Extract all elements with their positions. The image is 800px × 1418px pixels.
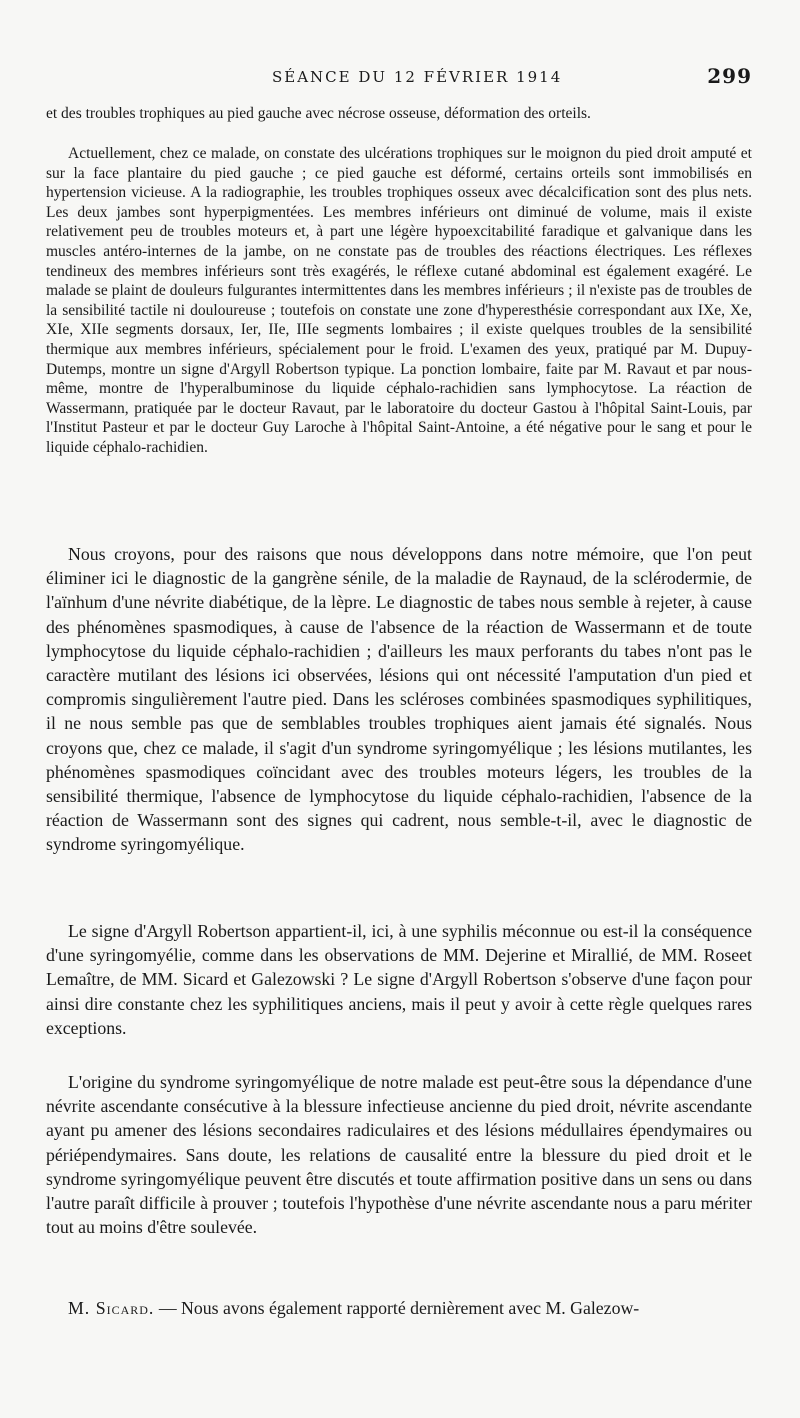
paragraph-1: [46, 104, 752, 124]
paragraph-4: [46, 919, 752, 1040]
paragraph-text: et des troubles trophiques au pied gauche avec nécrose osseuse, déformation des orteils.: [46, 105, 591, 122]
paragraph-6: [46, 1296, 752, 1320]
page-number: 299: [707, 64, 752, 88]
paragraph-text: Le signe d'Argyll Robertson appartient-il, ici, à une syphilis méconnue ou est-il la conséquence d'une syringomyélie, comme dans les observations de MM. Dejerine et Mirallié, de MM. Roseet Lemaître, de MM. Sicard et Galezowski ? Le signe d'Argyll Robertson s'observe d'une façon pour ainsi dire constante chez les syphilitiques anciens, mais il peut y avoir à cette règle quelques rares exceptions.: [46, 921, 752, 1038]
paragraph-2: [46, 144, 752, 458]
running-header: [40, 62, 752, 102]
header-title: SÉANCE DU 12 FÉVRIER 1914: [272, 68, 563, 86]
paragraph-text: Actuellement, chez ce malade, on constate des ulcérations trophiques sur le moignon du pied droit amputé et sur la face plantaire du pied gauche ; ce pied gauche est déformé, certains orteils sont immobilisés en hypertension vicieuse. A la radiographie, les troubles trophiques osseux avec décalcification sont des plus nets. Les deux jambes sont hyperpigmentées. Les membres inférieurs ont diminué de volume, mais il existe relativement peu de troubles moteurs et, à part une légère hypoexcitabilité faradique et galvanique dans les muscles antéro-internes de la jambe, on ne constate pas de troubles des réactions électriques. Les réflexes tendineux des membres inférieurs sont très exagérés, le réflexe cutané abdominal est également exagéré. Le malade se plaint de douleurs fulgurantes intermittentes dans les membres inférieurs ; il n'existe pas de troubles de la sensibilité tactile ni douloureuse ; toutefois on constate une zone d'hyperesthésie correspondant aux IXe, Xe, XIe, XIIe segments dorsaux, Ier, IIe, IIIe segments lombaires ; il existe quelques troubles de la sensibilité thermique aux membres inférieurs, spécialement pour le froid. L'examen des yeux, pratiqué par M. Dupuy-Dutemps, montre un signe d'Argyll Robertson typique. La ponction lombaire, faite par M. Ravaut et par nous-même, montre de l'hyperalbuminose du liquide céphalo-rachidien sans lymphocytose. La réaction de Wassermann, pratiquée par le docteur Ravaut, par le laboratoire du docteur Gastou à l'hôpital Saint-Louis, par l'Institut Pasteur et par le docteur Guy Laroche à l'hôpital Saint-Antoine, a été négative pour le sang et pour le liquide céphalo-rachidien.: [46, 145, 752, 456]
paragraph-5: [46, 1070, 752, 1239]
paragraph-3: [46, 542, 752, 857]
speaker-text: — Nous avons également rapporté dernièrement avec M. Galezow-: [154, 1298, 640, 1318]
paragraph-text: L'origine du syndrome syringomyélique de notre malade est peut-être sous la dépendance d'une névrite ascendante consécutive à la blessure infectieuse ancienne du pied droit, névrite ascendante ayant pu amener des lésions secondaires radiculaires et des lésions médullaires épendymaires ou périépendymaires. Sans doute, les relations de causalité entre la blessure du pied droit et le syndrome syringomyélique peuvent être discutés et toute affirmation positive dans un sens ou dans l'autre paraît difficile à prouver ; toutefois l'hypothèse d'une névrite ascendante nous a paru mériter tout au moins d'être soulevée.: [46, 1072, 752, 1238]
paragraph-text: Nous croyons, pour des raisons que nous développons dans notre mémoire, que l'on peut éliminer ici le diagnostic de la gangrène sénile, de la maladie de Raynaud, de la sclérodermie, de l'aïnhum d'une névrite diabétique, de la lèpre. Le diagnostic de tabes nous semble à rejeter, à cause des phénomènes spasmodiques, à cause de l'absence de la réaction de Wassermann et de toute lymphocytose du liquide céphalo-rachidien ; d'ailleurs les maux perforants du tabes n'ont pas le caractère mutilant des lésions ici observées, lésions qui ont nécessité l'amputation d'un pied et compromis singulièrement l'autre pied. Dans les scléroses combinées spasmodiques syphilitiques, il ne nous semble pas que de semblables troubles trophiques aient jamais été signalés. Nous croyons que, chez ce malade, il s'agit d'un syndrome syringomyélique ; les lésions mutilantes, les phénomènes spasmodiques coïncidant avec des troubles moteurs légers, les troubles de la sensibilité thermique, l'absence de lymphocytose du liquide céphalo-rachidien, l'absence de la réaction de Wassermann sont des signes qui cadrent, nous semble-t-il, avec le diagnostic de syndrome syringomyélique.: [46, 544, 752, 855]
speaker-name: M. Sicard.: [68, 1298, 155, 1318]
paragraph-text: [46, 1296, 752, 1320]
